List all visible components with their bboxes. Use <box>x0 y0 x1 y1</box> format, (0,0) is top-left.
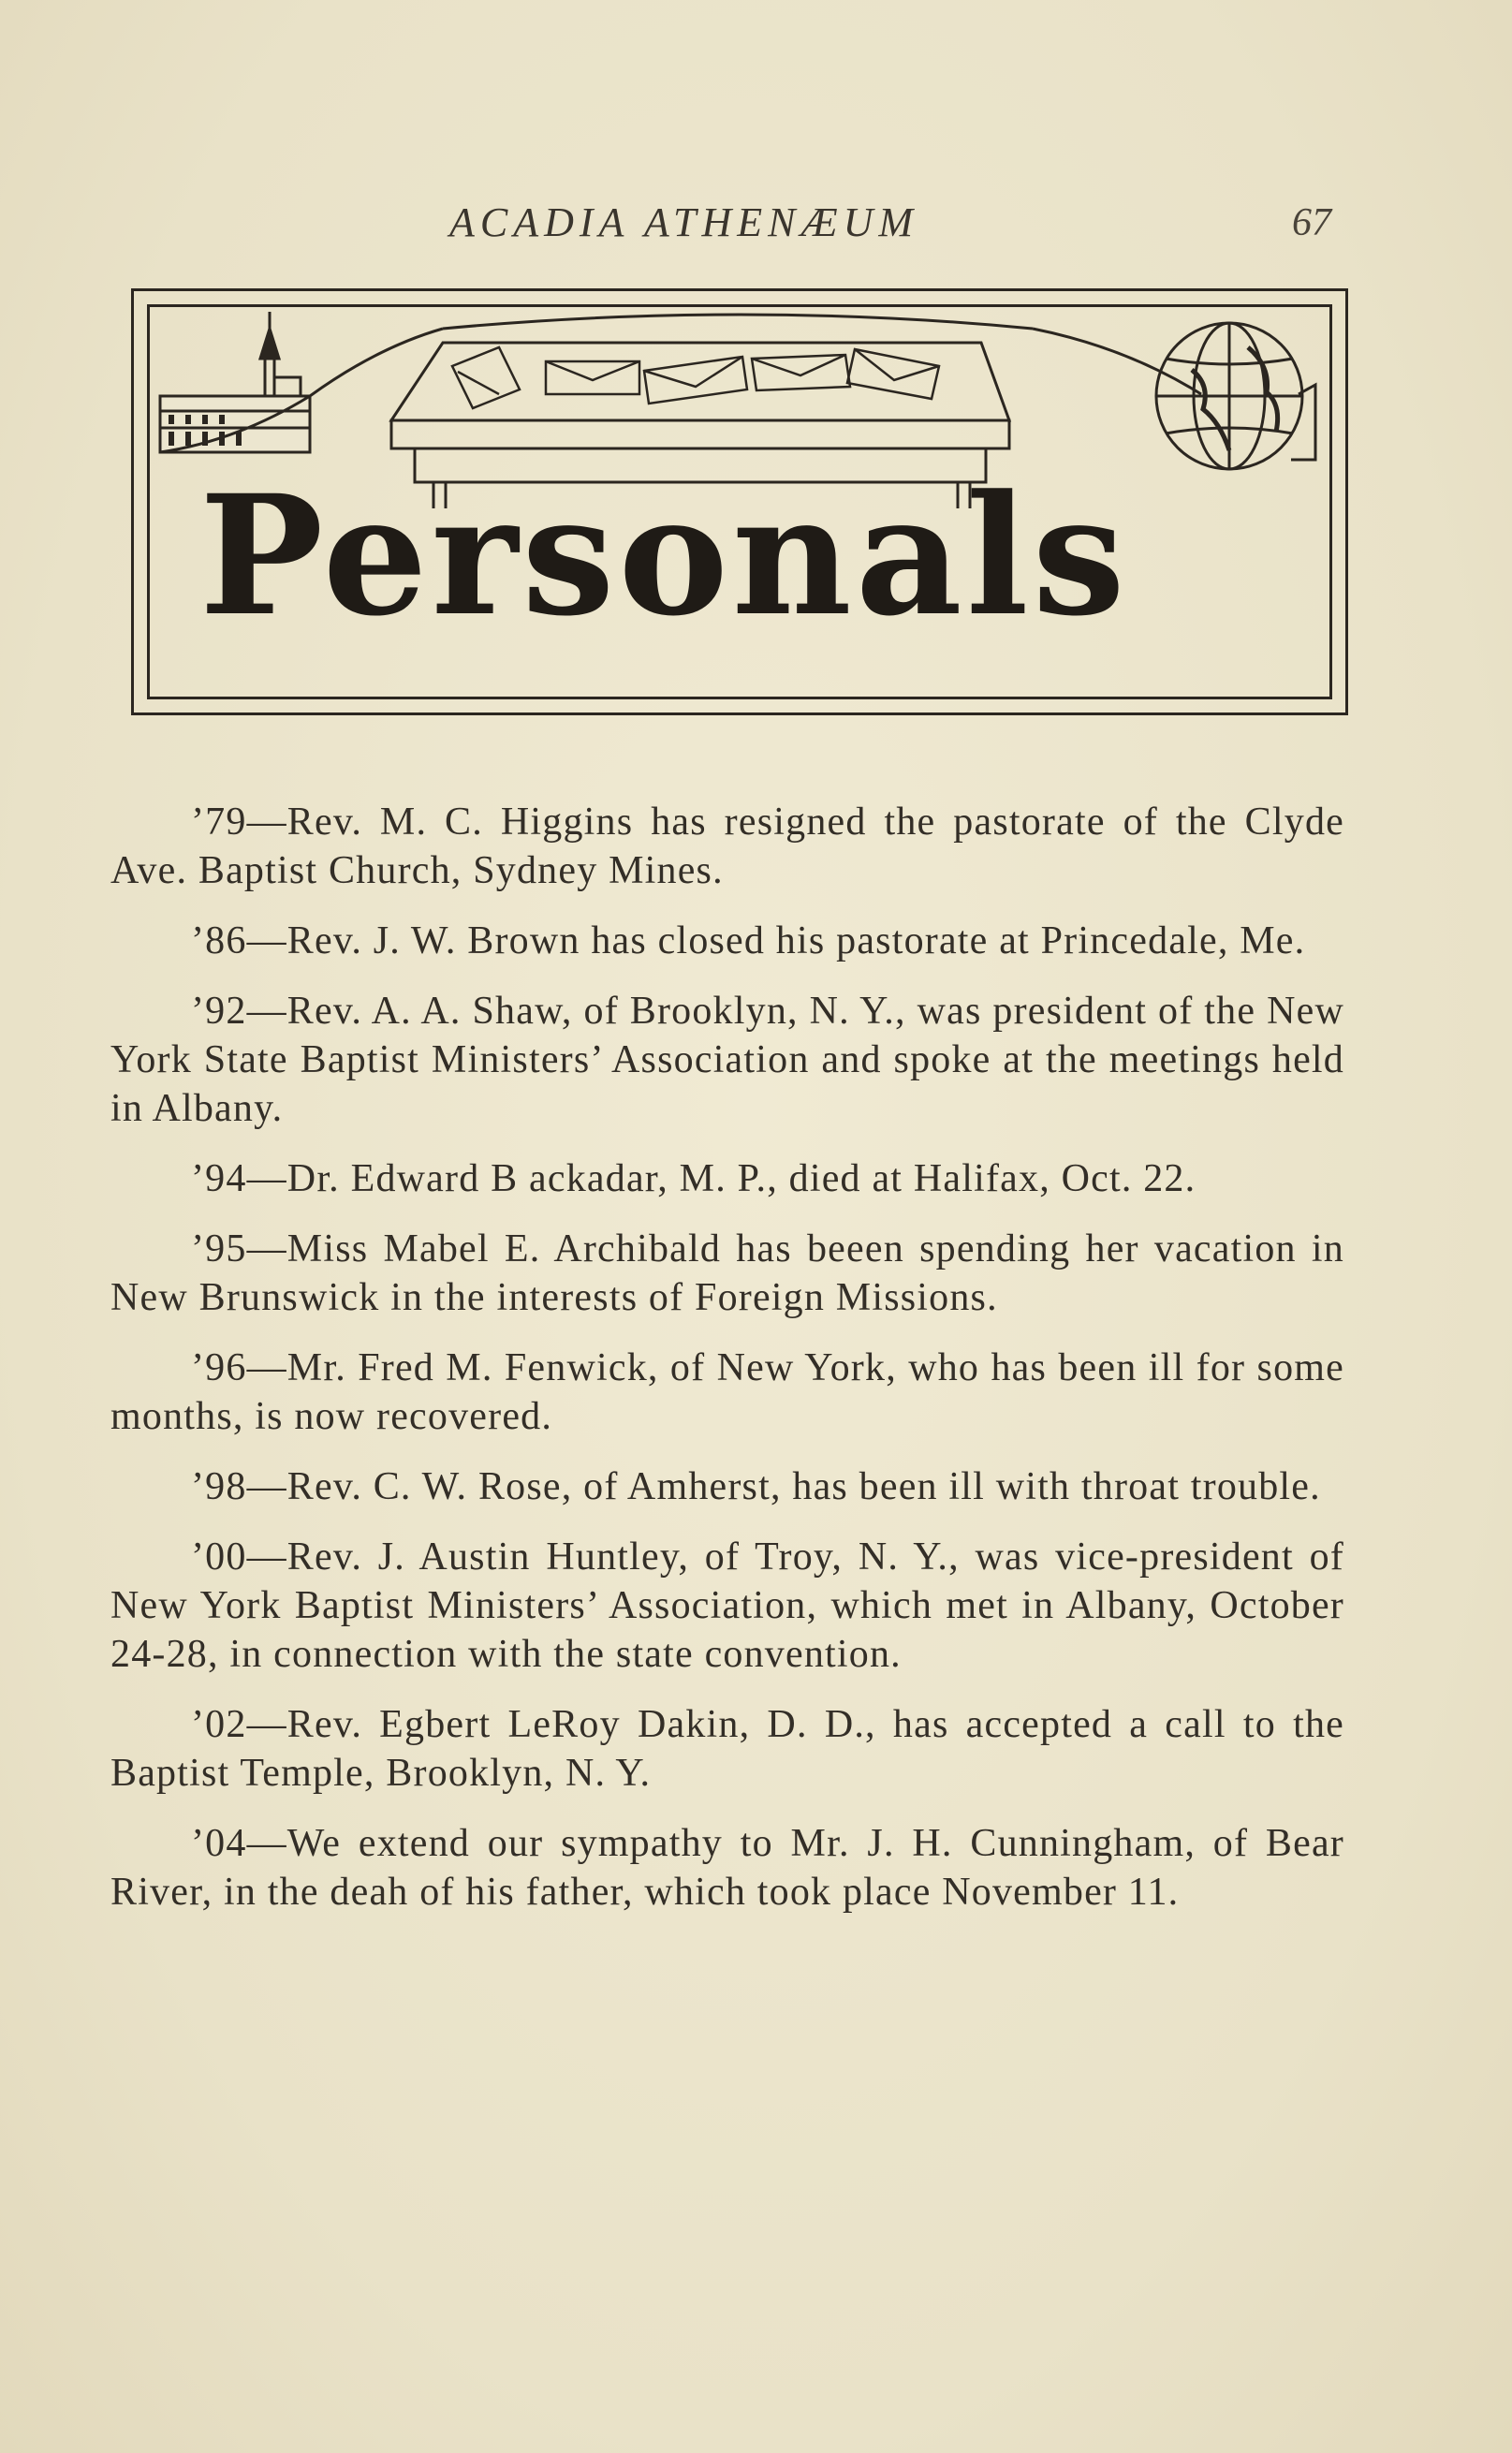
journal-title: ACADIA ATHENÆUM <box>449 199 919 245</box>
running-head <box>0 198 1512 255</box>
page-number: 67 <box>1292 201 1331 244</box>
entry-1902: ’02—Rev. Egbert LeRoy Dakin, D. D., has accepted a call to the Baptist Temple, Brooklyn, N. Y. <box>110 1703 1344 1795</box>
entry-1904: ’04—We extend our sympathy to Mr. J. H. Cunningham, of Bear River, in the deah of his father, which took place November 11. <box>110 1822 1344 1914</box>
banner-title: Personals <box>199 459 1129 653</box>
entry-1895: ’95—Miss Mabel E. Archibald has beeen spending her vacation in New Brunswick in the interests of Foreign Missions. <box>110 1227 1344 1319</box>
entry-1898: ’98—Rev. C. W. Rose, of Amherst, has been ill with throat trouble. <box>191 1465 1321 1508</box>
personals-entries <box>110 798 1344 1938</box>
globe-illustration <box>1156 323 1315 469</box>
entry-1900: ’00—Rev. J. Austin Huntley, of Troy, N. Y., was vice-president of New York Baptist Ministers’ Association, which met in Albany, October 24-28, in connection with the state convention. <box>110 1535 1344 1676</box>
church-illustration <box>160 312 310 452</box>
personals-banner <box>131 288 1348 715</box>
entry-1886: ’86—Rev. J. W. Brown has closed his pastorate at Princedale, Me. <box>191 919 1306 962</box>
entry-1879: ’79—Rev. M. C. Higgins has resigned the pastorate of the Clyde Ave. Baptist Church, Sydney Mines. <box>110 801 1344 892</box>
entry-1894: ’94—Dr. Edward B ackadar, M. P., died at Halifax, Oct. 22. <box>191 1157 1196 1200</box>
entry-1896: ’96—Mr. Fred M. Fenwick, of New York, who has been ill for some months, is now recovered. <box>110 1346 1344 1438</box>
entry-1892: ’92—Rev. A. A. Shaw, of Brooklyn, N. Y., was president of the New York State Baptist Ministers’ Association and spoke at the meetings held in Albany. <box>110 990 1344 1130</box>
